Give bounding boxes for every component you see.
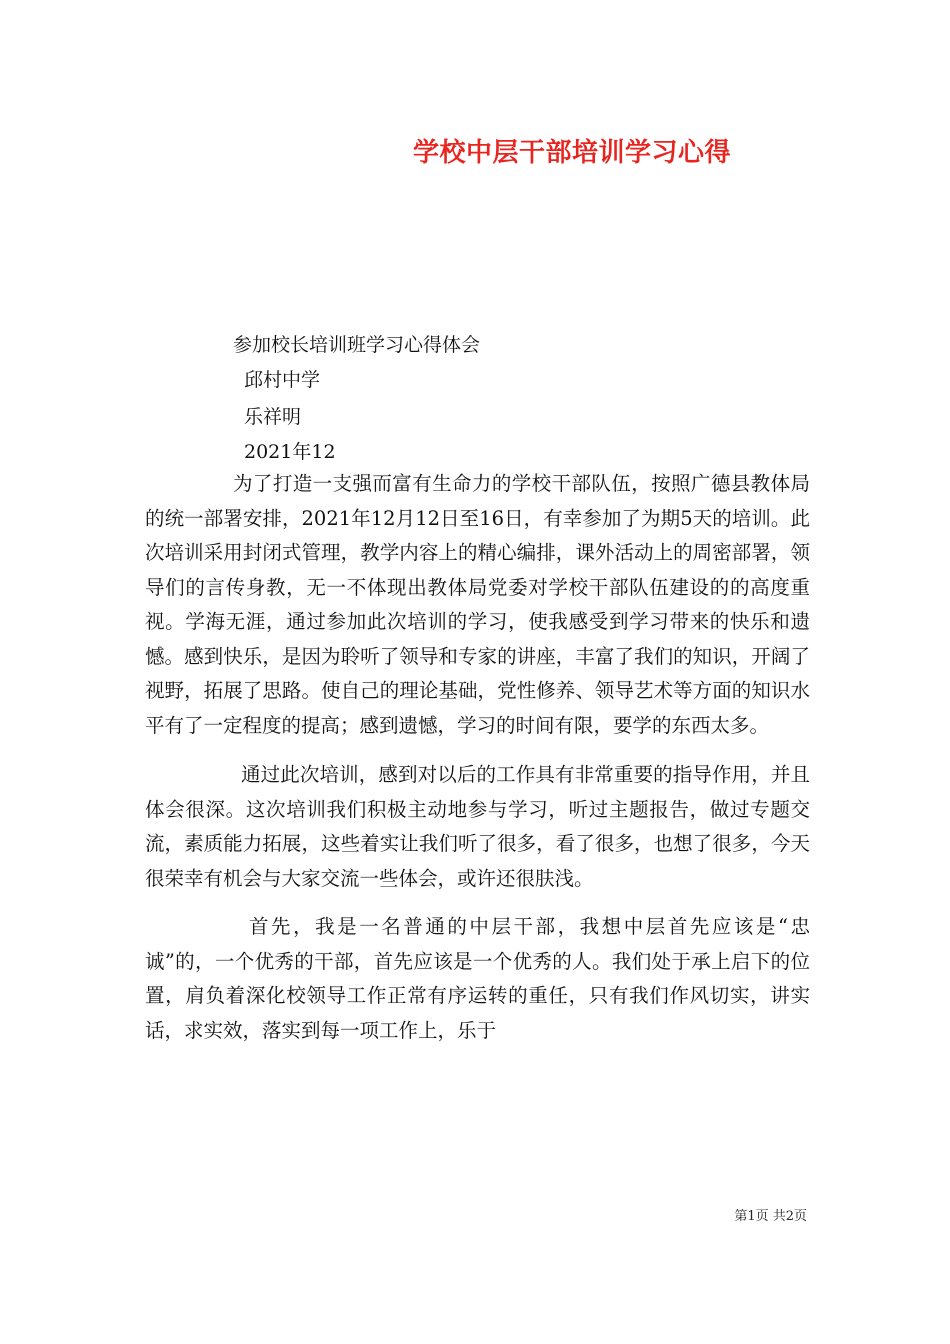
document-subtitle: 参加校长培训班学习心得体会 [233,334,481,356]
document-date: 2021年12 [244,441,336,463]
paragraph: 通过此次培训，感到对以后的工作具有非常重要的指导作用，并且体会很深。这次培训我们积极主动地参与学习，听过主题报告，做过专题交流，素质能力拓展，这些着实让我们听了很多，看了很多，也想了很多，今天很荣幸有机会与大家交流一些体会，或许还很肤浅。 [145,763,810,890]
document-title: 学校中层干部培训学习心得 [413,138,732,168]
page-number-footer: 第1页 共2页 [734,1209,807,1224]
document-body [145,467,810,1048]
author-name: 乐祥明 [244,406,302,428]
school-name: 邱村中学 [244,369,321,391]
paragraph: 为了打造一支强而富有生命力的学校干部队伍，按照广德县教体局的统一部署安排，2021年12月12日至16日，有幸参加了为期5天的培训。此次培训采用封闭式管理，教学内容上的精心编排，课外活动上的周密部署，领导们的言传身教，无一不体现出教体局党委对学校干部队伍建设的的高度重视。学海无涯，通过参加此次培训的学习，使我感受到学习带来的快乐和遗憾。感到快乐，是因为聆听了领导和专家的讲座，丰富了我们的知识，开阔了视野，拓展了思路。使自己的理论基础，党性修养、领导艺术等方面的知识水平有了一定程度的提高；感到遗憾，学习的时间有限，要学的东西太多。 [145,472,810,737]
paragraph: 首先，我是一名普通的中层干部，我想中层首先应该是“忠诚”的，一个优秀的干部，首先应该是一个优秀的人。我们处于承上启下的位置，肩负着深化校领导工作正常有序运转的重任，只有我们作风切实，讲实话，求实效，落实到每一项工作上，乐于 [145,915,810,1042]
